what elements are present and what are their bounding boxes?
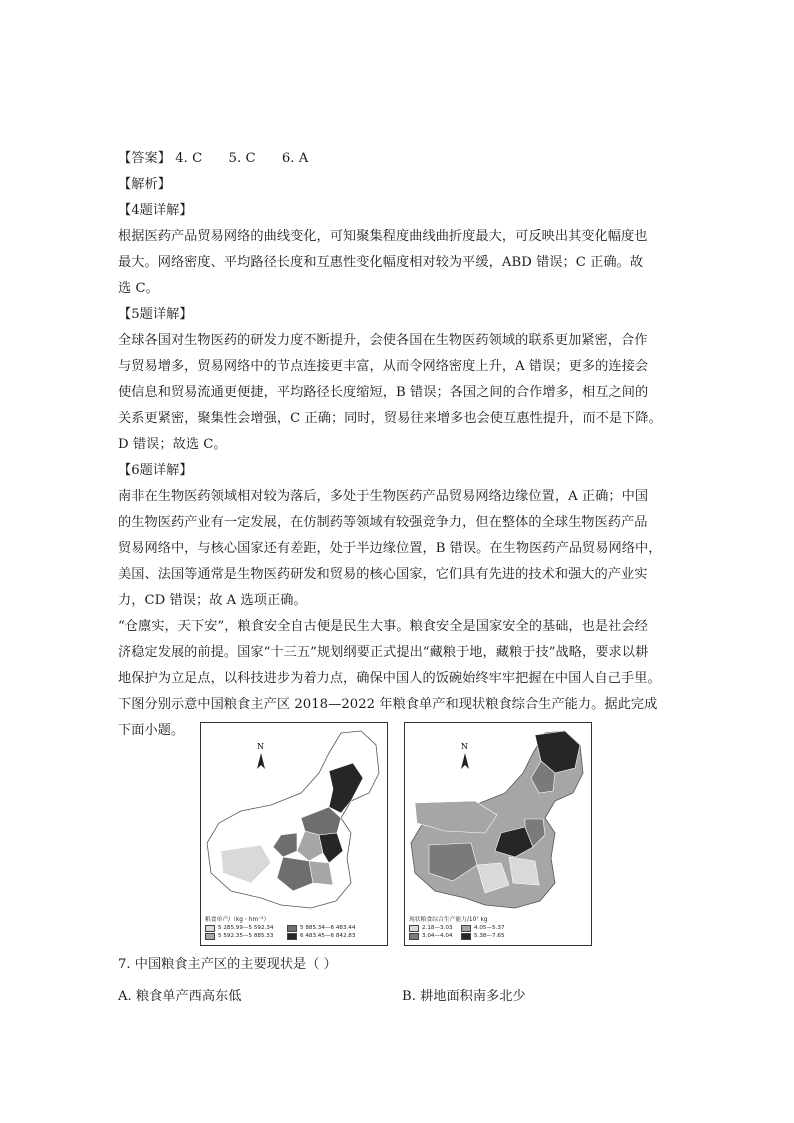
q4-label: 【4题详解】 xyxy=(118,203,193,218)
q6-text-line: 力，CD 错误；故 A 选项正确。 xyxy=(118,593,307,608)
region-southeast xyxy=(309,861,333,885)
q6-text-line: 南非在生物医药领域相对较为落后，多处于生物医药产品贸易网络边缘位置，A 正确；中国 xyxy=(118,489,649,504)
q4-text-line: 选 C。 xyxy=(118,281,159,296)
q5-label: 【5题详解】 xyxy=(118,307,193,322)
question-7-stem: 7. 中国粮食主产区的主要现状是（ ） xyxy=(118,957,337,972)
document-body xyxy=(118,146,678,744)
legend-swatch xyxy=(461,933,471,940)
option-a[interactable]: A. 粮食单产西高东低 xyxy=(118,989,242,1004)
capacity-map-graphic xyxy=(405,723,591,913)
yield-map-graphic xyxy=(201,723,387,913)
analysis-label: 【解析】 xyxy=(118,177,171,192)
yield-map xyxy=(200,722,388,946)
answer-item: 6. A xyxy=(281,151,309,166)
legend-item: 5 885.34—6 483.44 xyxy=(300,925,356,931)
legend-item: 2.18—3.03 xyxy=(422,925,453,931)
legend-item: 5 285.99—5 592.34 xyxy=(218,925,274,931)
q6-text-line: 美国、法国等通常是生物医药研发和贸易的核心国家，它们具有先进的技术和强大的产业实 xyxy=(118,567,648,582)
region-southeast xyxy=(509,857,539,885)
legend-swatch xyxy=(409,925,419,932)
q5-text-line: 关系更紧密，聚集性会增强，C 正确；同时，贸易往来增多也会使互惠性提升，而不是下降。 xyxy=(118,411,662,426)
option-b[interactable]: B. 耕地面积南多北少 xyxy=(402,989,526,1004)
north-arrow-icon xyxy=(257,753,265,769)
answer-item: 5. C xyxy=(228,151,256,166)
legend-item: 4.05—5.37 xyxy=(474,925,505,931)
q4-text-line: 最大。网络密度、平均路径长度和互惠性变化幅度相对较为平缓，ABD 错误；C 正确。故 xyxy=(118,255,644,270)
legend-swatch xyxy=(287,933,297,940)
legend-swatch xyxy=(461,925,471,932)
q6-text-line: 贸易网络中，与核心国家还有差距，处于半边缘位置，B 错误。在生物医药产品贸易网络中， xyxy=(118,541,662,556)
q5-text-line: 使信息和贸易流通更便捷，平均路径长度缩短，B 错误；各国之间的合作增多，相互之间的 xyxy=(118,385,649,400)
q6-label: 【6题详解】 xyxy=(118,463,193,478)
legend-swatch xyxy=(409,933,419,940)
answer-item: 4. C xyxy=(175,151,203,166)
answer-label: 【答案】 xyxy=(118,151,171,166)
north-label: N xyxy=(461,742,468,751)
q6-text-line: 的生物医药产业有一定发展，在仿制药等领域有较强竞争力，但在整体的全球生物医药产品 xyxy=(118,515,648,530)
yield-legend xyxy=(205,916,369,940)
legend-swatch xyxy=(205,925,215,932)
q5-text-line: 全球各国对生物医药的研发力度不断提升，会使各国在生物医药领域的联系更加紧密，合作 xyxy=(118,333,648,348)
legend-item: 3.04—4.04 xyxy=(422,933,453,939)
capacity-map xyxy=(404,722,592,946)
answer-line xyxy=(118,146,678,172)
q5-text-line: 与贸易增多，贸易网络中的节点连接更丰富，从而令网络密度上升，A 错误；更多的连接会 xyxy=(118,359,649,374)
legend-swatch xyxy=(205,933,215,940)
q5-text-line: D 错误；故选 C。 xyxy=(118,437,227,452)
legend-item: 6 483.45—6 842.83 xyxy=(300,933,356,939)
intro-line: 下图分别示意中国粮食主产区 2018—2022 年粮食单产和现状粮食综合生产能力。据此完成 xyxy=(118,697,658,712)
north-arrow-icon xyxy=(461,753,469,769)
legend-title: 现状粮食综合生产能力/10⁷ kg xyxy=(409,917,488,923)
north-label: N xyxy=(257,742,264,751)
legend-item: 5 592.35—5 885.33 xyxy=(218,933,274,939)
legend-swatch xyxy=(287,925,297,932)
region-northeast xyxy=(329,763,363,813)
legend-item: 5.38—7.65 xyxy=(474,933,505,939)
legend-title: 粮食单产/（kg・hm⁻²） xyxy=(205,917,270,923)
intro-line: 下面小题。 xyxy=(118,723,185,738)
intro-line: 济稳定发展的前提。国家“十三五”规划纲要正式提出“藏粮于地，藏粮于技”战略，要求以耕 xyxy=(118,645,649,660)
q4-text-line: 根据医药产品贸易网络的曲线变化，可知聚集程度曲线曲折度最大，可反映出其变化幅度也 xyxy=(118,229,648,244)
intro-line: “仓廪实，天下安”，粮食安全自古便是民生大事。粮食安全是国家安全的基础，也是社会经 xyxy=(118,619,648,634)
map-figures xyxy=(200,722,594,950)
capacity-legend xyxy=(409,916,513,940)
intro-line: 地保护为立足点，以科技进步为着力点，确保中国人的饭碗始终牢牢把握在中国人自己手里。 xyxy=(118,671,661,686)
